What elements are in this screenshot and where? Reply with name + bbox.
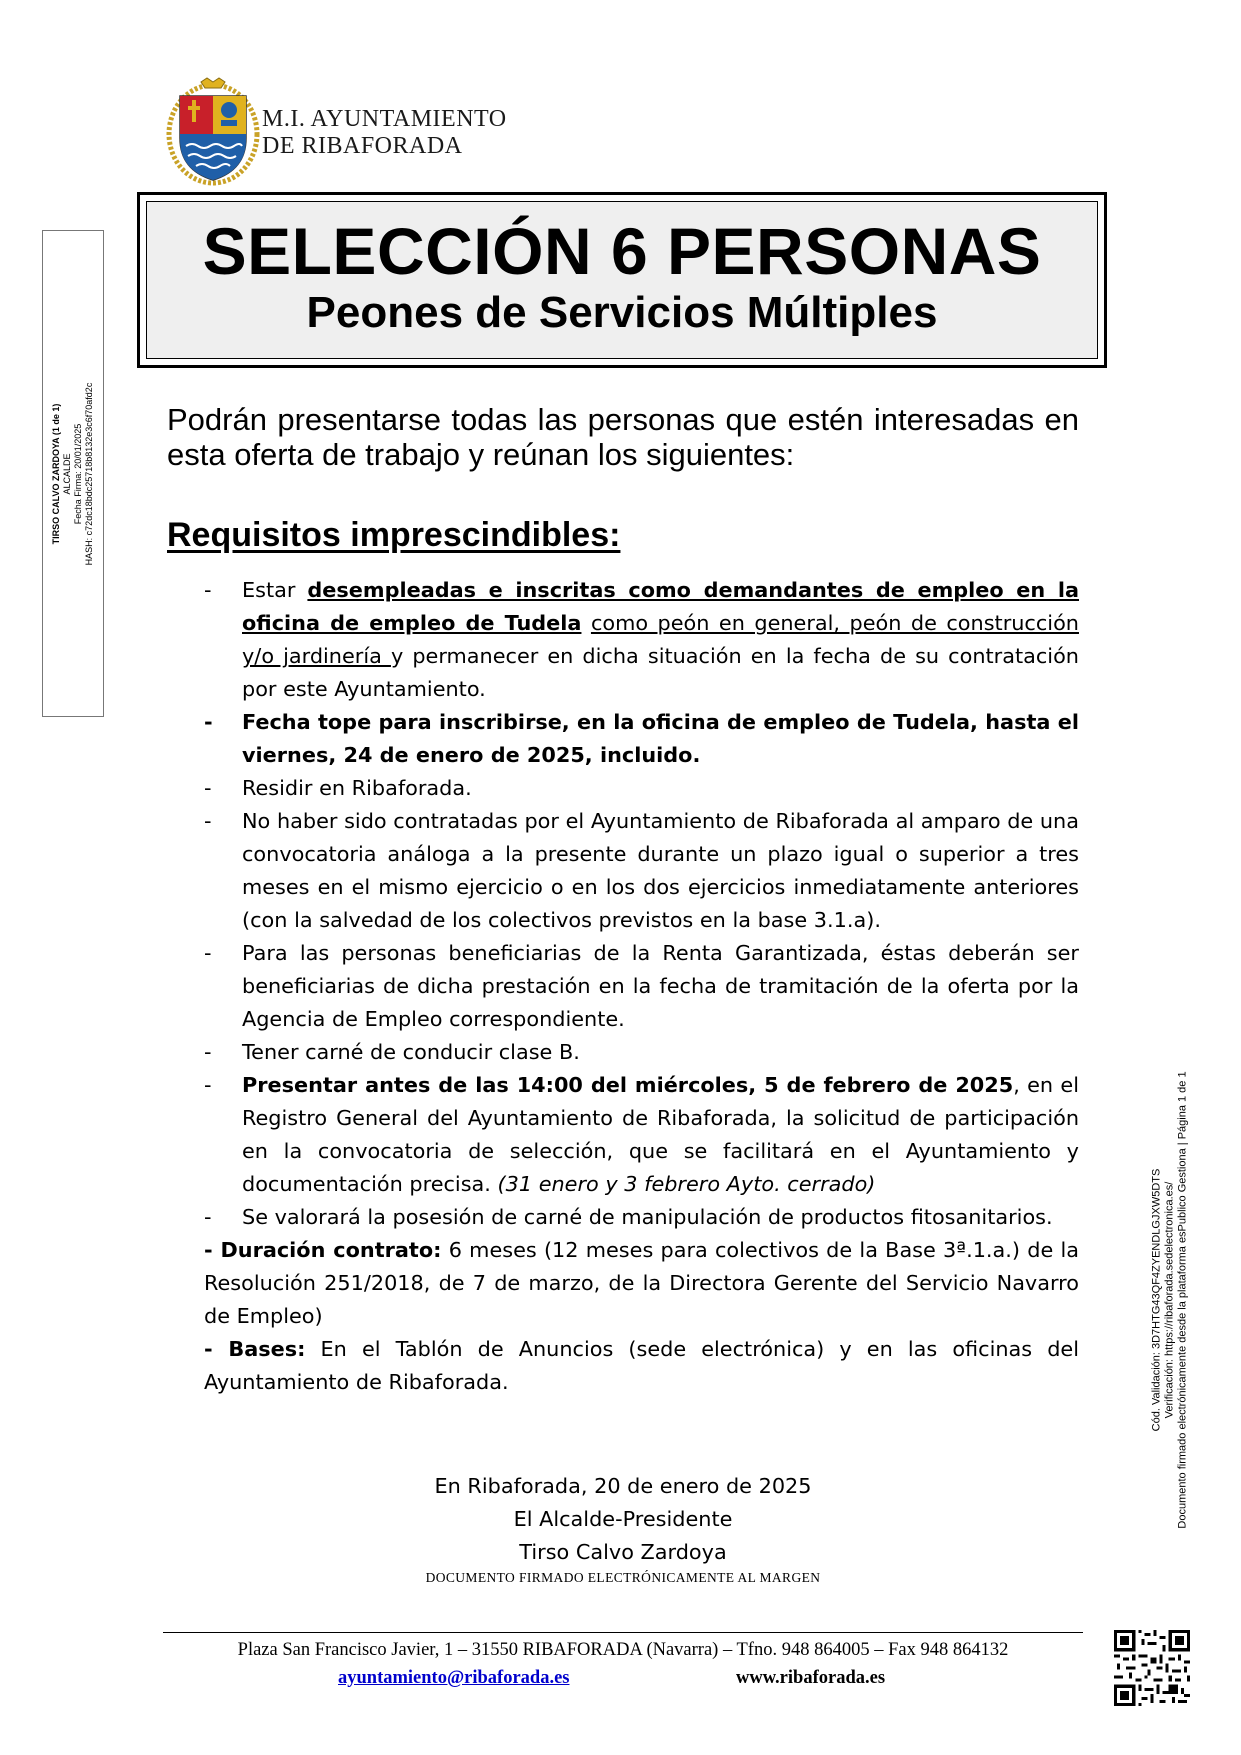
list-item: - Para las personas beneficiarias de la Renta Garantizada, éstas deberán ser beneficiarias de dicha prestación en la fecha de tramitación de la oferta por la Agencia de Empleo correspondiente. bbox=[167, 937, 1079, 1036]
intro-paragraph: Podrán presentarse todas las personas que estén interesadas en esta oferta de trabajo y reúnan los siguientes: bbox=[167, 402, 1079, 472]
signer-role: ALCALDE bbox=[62, 452, 72, 495]
page-title: SELECCIÓN 6 PERSONAS bbox=[202, 214, 1042, 288]
requirement-emphasis: desempleadas e inscritas como demandantes de empleo en la oficina de empleo de Tudela bbox=[242, 578, 1079, 635]
signature-date: Fecha Firma: 20/01/2025 bbox=[73, 423, 83, 524]
bases-text: En el Tablón de Anuncios (sede electrónica) y en las oficinas del Ayuntamiento de Ribaforada. bbox=[204, 1337, 1080, 1394]
requirement-text bbox=[581, 611, 590, 635]
requirement-text: y permanecer en dicha situación en la fecha de su contratación por este Ayuntamiento. bbox=[242, 644, 1079, 701]
electronic-signature-note: DOCUMENTO FIRMADO ELECTRÓNICAMENTE AL MARGEN bbox=[425, 1570, 821, 1585]
qr-code-icon bbox=[1114, 1630, 1190, 1706]
verification-url: Verificación: https://ribaforada.sedelectronica.es/ bbox=[1163, 1181, 1176, 1419]
list-item: - Tener carné de conducir clase B. bbox=[167, 1036, 1079, 1069]
list-item: - Residir en Ribaforada. bbox=[167, 772, 1079, 805]
requirement-text: , en el Registro General del Ayuntamiento de Ribaforada, la solicitud de participación en la convocatoria de selección, que se facilitará en el Ayuntamiento y documentación precisa. bbox=[242, 1073, 1079, 1196]
signer-full-name: Tirso Calvo Zardoya bbox=[519, 1540, 727, 1564]
page-subtitle: Peones de Servicios Múltiples bbox=[306, 288, 938, 337]
platform-note: Documento firmado electrónicamente desde la plataforma esPublico Gestiona | Página 1 de 1 bbox=[1176, 1071, 1189, 1529]
title-box bbox=[137, 192, 1107, 368]
requirements-section bbox=[167, 574, 1079, 1399]
requirement-text: Estar bbox=[242, 578, 308, 602]
list-item: - Fecha tope para inscribirse, en la oficina de empleo de Tudela, hasta el viernes, 24 de enero de 2025, incluido. bbox=[167, 706, 1079, 772]
municipal-coat-of-arms-logo bbox=[166, 76, 260, 186]
electronic-signature-stamp bbox=[42, 230, 104, 717]
contract-duration bbox=[167, 1234, 1079, 1333]
requirements-heading: Requisitos imprescindibles: bbox=[167, 516, 621, 554]
list-item: - Se valorará la posesión de carné de manipulación de productos fitosanitarios. bbox=[167, 1201, 1079, 1234]
requirements-list bbox=[167, 574, 1079, 1234]
requirement-underlined: como peón en general, peón de construcción y/o jardinería bbox=[242, 611, 1079, 668]
validation-code: Cód. Validación: 3D7HTG43QF4ZYENDLGJXW5DTS bbox=[1150, 1168, 1163, 1432]
bases-label: - Bases: bbox=[204, 1337, 306, 1361]
footer-email-link[interactable]: ayuntamiento@ribaforada.es bbox=[338, 1668, 570, 1688]
bases-info bbox=[167, 1333, 1079, 1399]
duration-label: - Duración contrato: bbox=[204, 1238, 442, 1262]
signer-title: El Alcalde-Presidente bbox=[513, 1507, 733, 1531]
organization-name-line2: DE RIBAFORADA bbox=[262, 133, 463, 159]
signature-hash: HASH: c72dc18bdc25718b8132e3c6f70afd2c bbox=[84, 382, 94, 565]
duration-text: 6 meses (12 meses para colectivos de la Base 3ª.1.a.) de la Resolución 251/2018, de 7 de marzo, de la Directora Gerente del Servicio Navarro de Empleo) bbox=[204, 1238, 1079, 1328]
requirement-emphasis: Presentar antes de las 14:00 del miércoles, 5 de febrero de 2025 bbox=[242, 1073, 1014, 1097]
list-item: - No haber sido contratadas por el Ayuntamiento de Ribaforada al amparo de una convocatoria análoga a la presente durante un plazo igual o superior a tres meses en el mismo ejercicio o en los dos ejercicios inmediatamente anteriores (con la salvedad de los colectivos previstos en la base 3.1.a). bbox=[167, 805, 1079, 937]
closing-signature-block bbox=[167, 1470, 1079, 1569]
footer-address: Plaza San Francisco Javier, 1 – 31550 RIBAFORADA (Navarra) – Tfno. 948 864005 – Fax 948 864132 bbox=[237, 1640, 1009, 1660]
requirement-note: (31 enero y 3 febrero Ayto. cerrado) bbox=[497, 1172, 876, 1196]
signer-name: TIRSO CALVO ZARDOYA (1 de 1) bbox=[51, 403, 61, 544]
verification-code-block bbox=[1150, 1071, 1189, 1529]
organization-name-line1: M.I. AYUNTAMIENTO bbox=[262, 106, 507, 132]
place-and-date: En Ribaforada, 20 de enero de 2025 bbox=[434, 1474, 812, 1498]
list-item bbox=[167, 574, 1079, 706]
footer-divider bbox=[163, 1632, 1083, 1633]
footer-website-link[interactable]: www.ribaforada.es bbox=[736, 1668, 886, 1688]
list-item bbox=[167, 1069, 1079, 1201]
organization-name bbox=[262, 106, 507, 160]
